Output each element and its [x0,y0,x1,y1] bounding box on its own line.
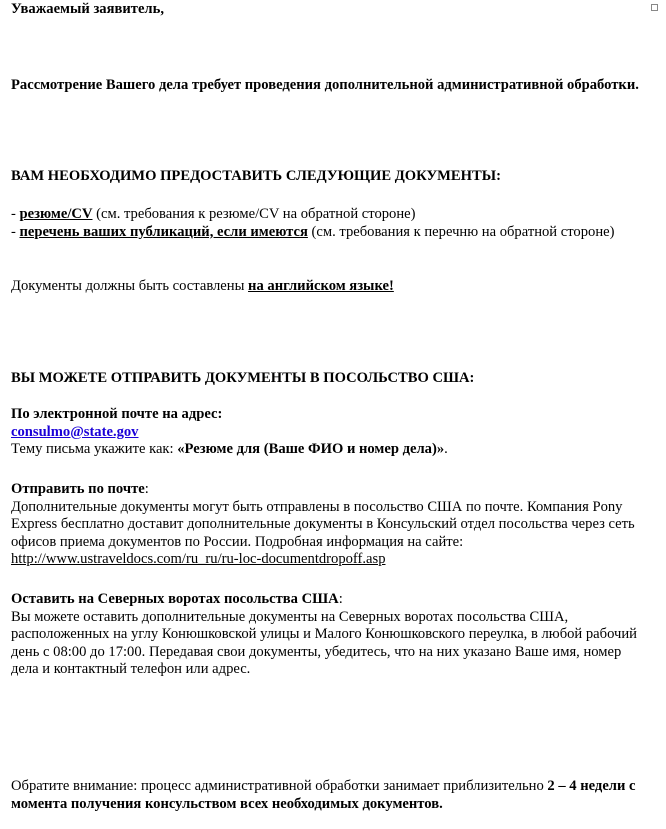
greeting: Уважаемый заявитель, [11,1,164,17]
email-heading: По электронной почте на адрес: [11,406,223,422]
processing-duration: 2 – 4 недели с момента получения консульством всех необходимых документов. [11,778,636,812]
intro-paragraph: Рассмотрение Вашего дела требует проведения дополнительной административной обработки. [11,77,639,93]
gate-heading-line: Оставить на Северных воротах посольства США: [11,591,343,607]
document-item-cv: - резюме/CV (см. требования к резюме/CV на обратной стороне) [11,206,416,222]
page-corner-mark [651,4,658,11]
send-heading: ВЫ МОЖЕТЕ ОТПРАВИТЬ ДОКУМЕНТЫ В ПОСОЛЬСТВО США: [11,370,475,386]
email-link[interactable]: consulmo@state.gov [11,423,139,440]
gate-paragraph: Вы можете оставить дополнительные документы на Северных воротах посольства США, расположенных на углу Конюшковской улицы и Малого Конюшковского переулка, в любой рабочий день с 08:00 до 17:00. Передавая свои документы, убедитесь, что на них указано Ваше имя, номер дела и контактный телефон или адрес. [11,608,637,677]
processing-note: Обратите внимание: процесс административной обработки занимает приблизительно 2 – 4 недели с момента получения консульством всех необходимых документов. [11,778,636,812]
documents-list [11,206,657,241]
cv-label: резюме/CV [19,206,93,222]
post-heading-line: Отправить по почте: [11,481,149,497]
post-heading: Отправить по почте [11,481,145,497]
subject-format: «Резюме для (Ваше ФИО и номер дела)» [177,441,445,457]
gate-heading: Оставить на Северных воротах посольства США [11,591,339,607]
email-subject: Тему письма укажите как: «Резюме для (Ваше ФИО и номер дела)». [11,441,448,457]
post-paragraph: Дополнительные документы могут быть отправлены в посольство США по почте. Компания Pony Express бесплатно доставит дополнительные документы в Консульский отдел посольства через сеть офисов приема документов по России. Подробная информация на сайте: http://www.ustraveldocs.com/ru_ru/ru-loc-documentdropoff.asp [11,498,635,567]
publications-label: перечень ваших публикаций, если имеются [19,223,308,240]
gate-section [11,591,647,679]
email-section [11,406,657,459]
english-language-label: на английском языке! [248,278,394,294]
dropoff-url-link[interactable]: http://www.ustraveldocs.com/ru_ru/ru-loc-documentdropoff.asp [11,551,386,567]
documents-heading: ВАМ НЕОБХОДИМО ПРЕДОСТАВИТЬ СЛЕДУЮЩИЕ ДОКУМЕНТЫ: [11,168,501,184]
post-section [11,481,641,569]
language-requirement: Документы должны быть составлены на английском языке! [11,278,394,294]
document-item-publications: - перечень ваших публикаций, если имеются (см. требования к перечню на обратной стороне) [11,223,615,240]
